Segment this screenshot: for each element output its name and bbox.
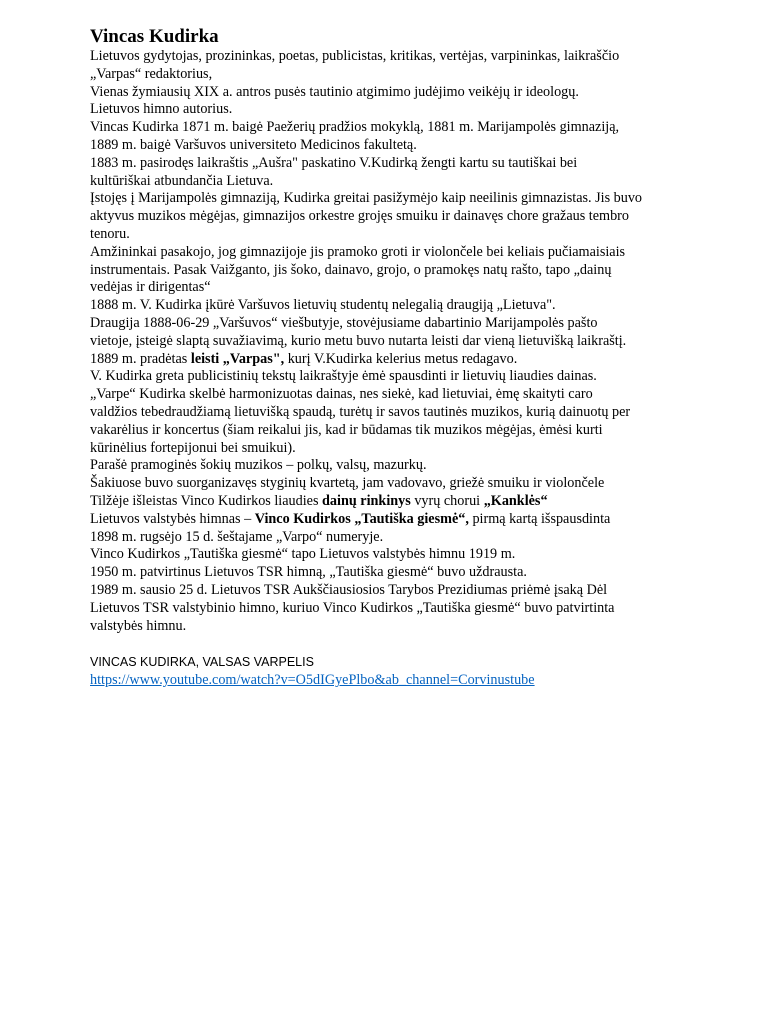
text-run: vietoje, įsteigė slaptą suvažiavimą, kurio metu buvo nutarta leisti dar vieną lietuvišką laikraštį. [90, 332, 627, 349]
body-line [90, 368, 730, 386]
text-run: Draugija 1888-06-29 „Varšuvos“ viešbutyje, stovėjusiame dabartinio Marijampolės pašto [90, 314, 598, 331]
body-line [90, 101, 730, 119]
text-run: 1950 m. patvirtinus Lietuvos TSR himną, „Tautiška giesmė“ buvo uždrausta. [90, 564, 527, 581]
document-body [90, 48, 730, 635]
text-run: Įstojęs į Marijampolės gimnaziją, Kudirka greitai pasižymėjo kaip neeilinis gimnazistas. Jis buvo [90, 190, 643, 207]
text-run: tenoru. [90, 225, 130, 242]
body-line [90, 173, 730, 191]
video-caption: VINCAS KUDIRKA, VALSAS VARPELIS [90, 655, 314, 670]
body-line [90, 546, 730, 564]
text-run: „Varpas“ redaktorius, [90, 65, 213, 82]
document-title: Vincas Kudirka [90, 26, 219, 47]
text-run: Parašė pramoginės šokių muzikos – polkų, valsų, mazurkų. [90, 457, 427, 474]
body-line [90, 208, 730, 226]
body-line [90, 155, 730, 173]
text-run: Vincas Kudirka 1871 m. baigė Paežerių pradžios mokyklą, 1881 m. Marijampolės gimnaziją, [90, 119, 620, 136]
body-line [90, 511, 730, 529]
bold-text-run: Vinco Kudirkos „Tautiška giesmė“, [254, 510, 469, 527]
body-line [90, 457, 730, 475]
text-run: kūrinėlius fortepijonui bei smuikui). [90, 439, 296, 456]
body-line [90, 440, 730, 458]
body-line [90, 48, 730, 66]
body-line [90, 600, 730, 618]
text-run: 1889 m. pradėtas [90, 350, 191, 367]
body-line [90, 244, 730, 262]
text-run: Lietuvos TSR valstybinio himno, kuriuo Vinco Kudirkos „Tautiška giesmė“ buvo patvirtinta [90, 599, 615, 616]
text-run: valdžios tebedraudžiamą lietuvišką spaudą, turėtų ir savos tautinės muzikos, kurią dainuotų per [90, 403, 631, 420]
body-line [90, 66, 730, 84]
bold-text-run: leisti „Varpas", [190, 350, 285, 367]
body-line [90, 190, 730, 208]
text-run: kurį V.Kudirka kelerius metus redagavo. [284, 350, 518, 367]
text-run: 1989 m. sausio 25 d. Lietuvos TSR Aukščiausiosios Tarybos Prezidiumas priėmė įsaką Dėl [90, 581, 608, 598]
text-run: Lietuvos himno autorius. [90, 101, 233, 118]
text-run: 1888 m. V. Kudirka įkūrė Varšuvos lietuvių studentų nelegalią draugiją „Lietuva". [90, 297, 556, 314]
body-line [90, 404, 730, 422]
text-run: Tilžėje išleistas Vinco Kudirkos liaudies [90, 492, 323, 509]
text-run: valstybės himnu. [90, 617, 187, 634]
text-run: aktyvus muzikos mėgėjas, gimnazijos orkestre grojęs smuiku ir dainavęs chore gražaus tembro [90, 208, 629, 225]
body-line [90, 529, 730, 547]
youtube-link[interactable]: https://www.youtube.com/watch?v=O5dIGyePlbo&ab_channel=Corvinustube [90, 672, 535, 689]
body-line [90, 262, 730, 280]
bold-text-run: „Kanklės“ [483, 492, 548, 509]
body-line [90, 582, 730, 600]
body-line [90, 137, 730, 155]
body-line [90, 386, 730, 404]
text-run: pirmą kartą išspausdinta [468, 510, 611, 527]
text-run: Šakiuose buvo suorganizavęs styginių kvartetą, jam vadovavo, griežė smuiku ir violončele [90, 475, 605, 492]
text-run: Lietuvos valstybės himnas – [90, 510, 255, 527]
body-line [90, 297, 730, 315]
media-reference [90, 654, 730, 689]
body-line [90, 475, 730, 493]
text-run: Lietuvos gydytojas, prozininkas, poetas, publicistas, kritikas, vertėjas, varpininkas, laikraščio [90, 48, 620, 64]
body-line [90, 279, 730, 297]
text-run: Amžininkai pasakojo, jog gimnazijoje jis pramoko groti ir violončele bei keliais pučiamaisiais [90, 243, 626, 260]
body-line [90, 315, 730, 333]
body-line [90, 84, 730, 102]
text-run: „Varpe“ Kudirka skelbė harmonizuotas dainas, nes siekė, kad lietuviai, ėmę skaityti caro [90, 386, 593, 403]
text-run: vedėjas ir dirigentas“ [90, 279, 211, 296]
text-run: V. Kudirka greta publicistinių tekstų laikraštyje ėmė spausdinti ir lietuvių liaudies dainas. [90, 368, 597, 385]
text-run: 1898 m. rugsėjo 15 d. šeštajame „Varpo“ numeryje. [90, 528, 384, 545]
body-line [90, 119, 730, 137]
text-run: vyrų chorui [410, 492, 484, 509]
text-run: Vinco Kudirkos „Tautiška giesmė“ tapo Lietuvos valstybės himnu 1919 m. [90, 546, 516, 563]
text-run: 1889 m. baigė Varšuvos universiteto Medicinos fakultetą. [90, 136, 417, 153]
text-run: instrumentais. Pasak Vaižganto, jis šoko, dainavo, grojo, o pramokęs natų rašto, tapo „dainų [90, 261, 612, 278]
body-line [90, 422, 730, 440]
body-line [90, 493, 730, 511]
body-line [90, 618, 730, 636]
document-page [90, 26, 730, 689]
text-run: vakarėlius ir koncertus (šiam reikalui jis, kad ir būdamas tik muzikos mėgėjas, ėmėsi kurti [90, 421, 603, 438]
body-line [90, 564, 730, 582]
body-line [90, 351, 730, 369]
bold-text-run: dainų rinkinys [322, 492, 411, 509]
text-run: Vienas žymiausių XIX a. antros pusės tautinio atgimimo judėjimo veikėjų ir ideologų. [90, 83, 579, 100]
text-run: 1883 m. pasirodęs laikraštis „Aušra" paskatino V.Kudirką žengti kartu su tautiškai bei [90, 154, 578, 171]
body-line [90, 226, 730, 244]
text-run: kultūriškai atbundančia Lietuva. [90, 172, 274, 189]
body-line [90, 333, 730, 351]
